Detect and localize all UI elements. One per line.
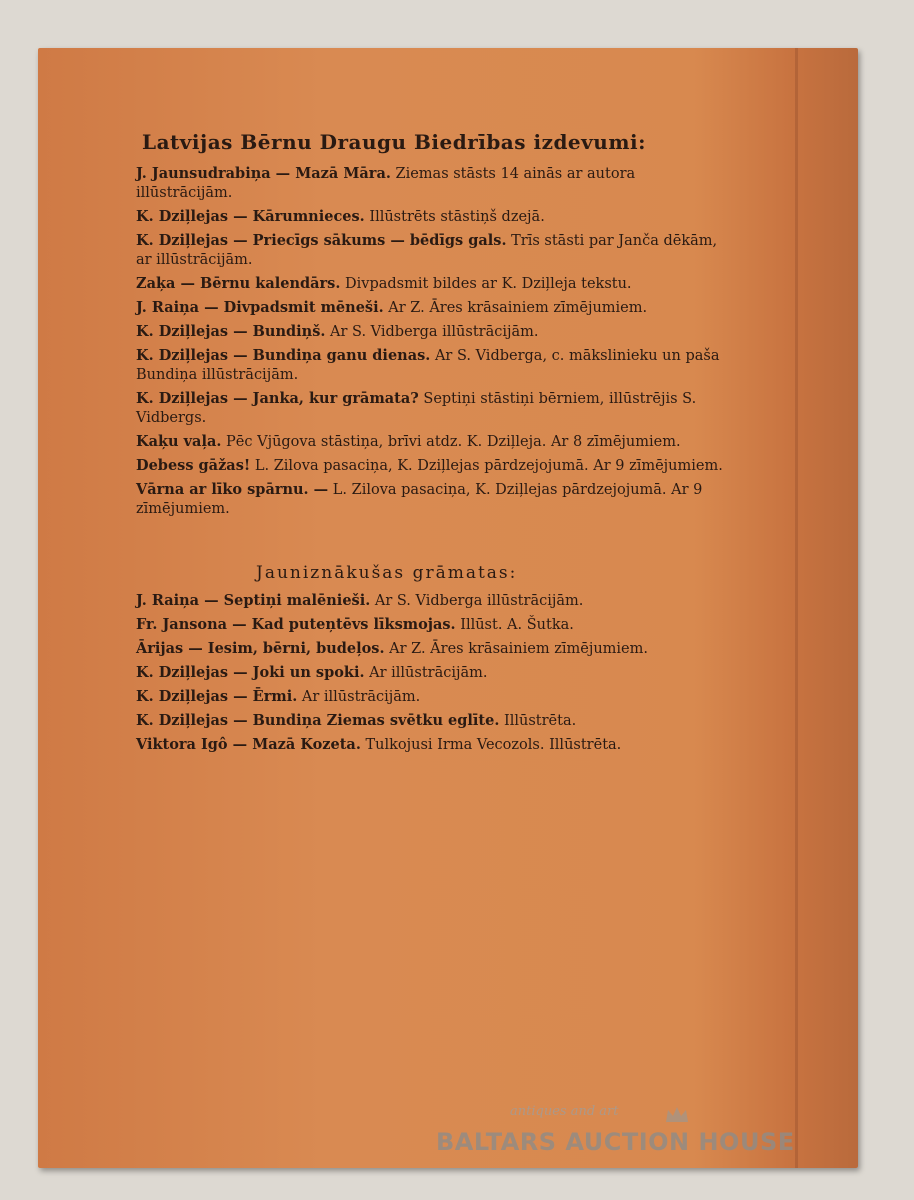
list-heading: Latvijas Bērnu Draugu Biedrības izdevumi: xyxy=(142,130,646,154)
crown-icon xyxy=(664,1104,690,1126)
list-item: Zaķa — Bērnu kalendārs. Divpadsmit bildes ar K. Dziļleja tekstu. xyxy=(136,275,632,292)
list-item: K. Dziļlejas — Bundiņa ganu dienas. Ar S. Vidberga, c. mākslinieku un paša Bundiņa illūstrācijām. xyxy=(136,347,720,383)
list-item: Vārna ar līko spārnu. — L. Zilova pasaciņa, K. Dziļlejas pārdzejojumā. Ar 9 zīmējumiem. xyxy=(136,481,703,517)
list-item: Fr. Jansona — Kad puteņtēvs līksmojas. Illūst. A. Šutka. xyxy=(136,616,574,633)
watermark-tagline: antiques and art xyxy=(510,1104,619,1119)
list-item: K. Dziļlejas — Joki un spoki. Ar illūstrācijām. xyxy=(136,664,488,681)
auction-house-watermark xyxy=(436,1104,836,1164)
list-item: K. Dziļlejas — Bundiņa Ziemas svētku eglīte. Illūstrēta. xyxy=(136,712,577,729)
new-books-heading: Jauniznākušas grāmatas: xyxy=(256,563,518,583)
list-item: K. Dziļlejas — Janka, kur grāmata? Septiņi stāstiņi bērniem, illūstrējis S. Vidbergs. xyxy=(136,390,697,426)
list-item: J. Jaunsudrabiņa — Mazā Māra. Ziemas stāsts 14 ainās ar autora illūstrācijām. xyxy=(136,165,636,201)
list-item: K. Dziļlejas — Kārumnieces. Illūstrēts stāstiņš dzejā. xyxy=(136,208,545,225)
watermark-brand: BALTARS AUCTION HOUSE xyxy=(436,1128,795,1156)
list-item: K. Dziļlejas — Ērmi. Ar illūstrācijām. xyxy=(136,688,421,705)
list-item: K. Dziļlejas — Bundiņš. Ar S. Vidberga illūstrācijām. xyxy=(136,323,539,340)
spine-edge xyxy=(795,48,798,1168)
new-books-list xyxy=(136,591,736,755)
publications-list xyxy=(136,164,736,519)
list-item: J. Raiņa — Divpadsmit mēneši. Ar Z. Āres krāsainiem zīmējumiem. xyxy=(136,299,648,316)
list-item: K. Dziļlejas — Priecīgs sākums — bēdīgs gals. Trīs stāsti par Janča dēkām, ar illūstrācijām. xyxy=(136,232,718,268)
list-item: Kaķu vaļa. Pēc Vjūgova stāstiņa, brīvi atdz. K. Dziļleja. Ar 8 zīmējumiem. xyxy=(136,433,681,450)
list-item: Debess gāžas! L. Zilova pasaciņa, K. Dziļlejas pārdzejojumā. Ar 9 zīmējumiem. xyxy=(136,457,723,474)
publisher-list xyxy=(136,130,736,759)
list-item: Viktora Igô — Mazā Kozeta. Tulkojusi Irma Vecozols. Illūstrēta. xyxy=(136,736,622,753)
list-item: Ārijas — Iesim, bērni, budeļos. Ar Z. Āres krāsainiem zīmējumiem. xyxy=(136,640,648,657)
list-item: J. Raiņa — Septiņi malēnieši. Ar S. Vidberga illūstrācijām. xyxy=(136,592,584,609)
